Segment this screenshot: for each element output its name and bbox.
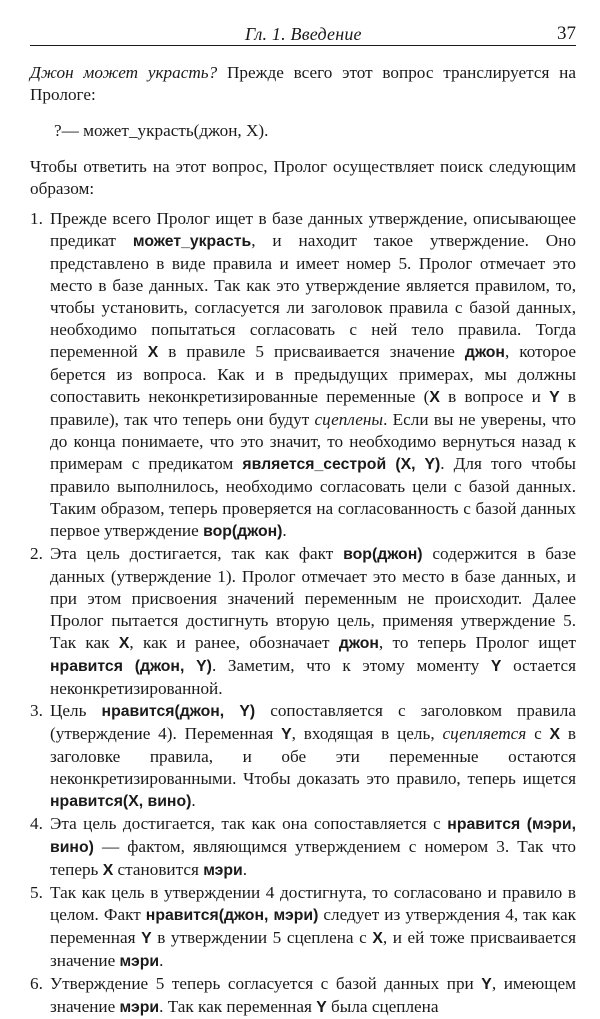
step-text: Утверждение 5 теперь согласуется с базой данных при (50, 974, 482, 993)
step-term: мэри (119, 953, 160, 970)
step-text: . (282, 521, 287, 540)
step-term: X (102, 862, 114, 879)
step-text: . (159, 951, 164, 970)
step-term: Y (549, 389, 560, 406)
list-item (30, 813, 576, 882)
step-text: . Для того чтобы правило выполнилось, необходимо согласовать цели с базой данных. Таким образом, теперь проверяется на согласованность с базой данных первое утверждение (50, 454, 576, 540)
list-item-number: 5. (30, 883, 43, 902)
step-text: остается неконкретизированной. (50, 656, 576, 698)
step-term: X (429, 389, 440, 406)
step-term: нравится(джон, Y) (101, 703, 256, 720)
step-text: в утверждении 5 сцеплена с (151, 928, 373, 947)
list-item-number: 4. (30, 814, 43, 833)
steps-list (30, 208, 576, 1019)
list-item-number: 1. (30, 209, 43, 228)
step-text: Прежде всего Пролог ищет в базе данных утверждение, описывающее предикат (50, 209, 576, 250)
step-term: джон (338, 635, 379, 652)
page-body (30, 62, 576, 1019)
step-term: Y (490, 658, 502, 675)
step-term: X (549, 726, 561, 743)
list-item (30, 208, 576, 543)
step-text: следует из утверждения 4, так как переменная (50, 905, 576, 947)
step-term: Y (481, 976, 492, 993)
step-term: мэри (203, 862, 243, 879)
step-text: Так как цель в утверждении 4 достигнута, то согласовано и правило в целом. Факт (50, 883, 576, 924)
step-term: Y (281, 726, 292, 743)
step-text: . Если вы не уверены, что до конца понимаете, что это значит, то необходимо вернуться назад к примерам с предикатом (50, 410, 576, 473)
step-term: X (118, 635, 130, 652)
running-title: Гл. 1. Введение (245, 24, 362, 44)
step-text: была сцеплена (326, 997, 439, 1016)
step-text: с (526, 724, 550, 743)
header-rule (30, 45, 576, 46)
intro-paragraph: Чтобы ответить на этот вопрос, Пролог осуществляет поиск следующим образом: (30, 157, 576, 198)
list-item (30, 543, 576, 700)
step-term: нравится (мэри, вино) (50, 816, 576, 856)
list-item (30, 700, 576, 813)
list-item-number: 6. (30, 974, 43, 993)
page-header (30, 18, 576, 46)
step-term: вор(джон) (203, 523, 283, 540)
step-term: джон (464, 344, 505, 361)
step-term: может_украсть (132, 233, 252, 250)
step-text: . (191, 791, 196, 810)
question-italic: Джон может украсть? (30, 63, 218, 82)
step-text: Цель (50, 701, 102, 720)
step-text: , как и ранее, обозначает (129, 633, 339, 652)
step-text: , и находит такое утверждение. Оно представлено в виде правила и имеет номер 5. Пролог отмечает это место в базе данных. Так как это утверждение является правилом, то, чтобы установить, согласуется ли заголовок правила с базой данных, необходимо попытаться согласовать с ней тело правила. Тогда переменной (50, 231, 577, 361)
step-term: является_сестрой (X, Y) (242, 456, 441, 473)
step-text: содержится в базе данных (утверждение 1). Пролог отмечает это место в базе данных, и при этом присвоения значений переменным не происходит. Далее Пролог пытается достигнуть вторую цель, применяя утверждение 5. Так как (50, 544, 576, 652)
step-text: — фактом, являющимся утверждением с номером 3. Так что теперь (50, 837, 576, 879)
page-number: 37 (557, 23, 576, 44)
step-text: в вопросе и (439, 387, 550, 406)
step-text: становится (113, 860, 204, 879)
list-item-number: 2. (30, 544, 43, 563)
step-emphasis: сцепляется (442, 724, 527, 743)
step-text: . (242, 860, 248, 879)
step-text: . Заметим, что к этому моменту (211, 656, 491, 675)
step-text: , и ей тоже присваивается значение (50, 928, 576, 970)
list-item (30, 973, 576, 1019)
step-text: в заголовке правила, и обе эти переменные остаются неконкретизированными. Чтобы доказать это правило, теперь ищется (50, 724, 576, 788)
step-text: Эта цель достигается, так как факт (50, 544, 344, 563)
step-term: Y (141, 930, 152, 947)
step-emphasis: сцеплены (314, 410, 384, 429)
step-term: мэри (119, 999, 160, 1016)
question-paragraph (30, 62, 576, 106)
step-term: X (147, 344, 159, 361)
step-text: , которое берется из вопроса. Как и в предыдущих примерах, мы должны сопоставить неконкретизированные переменные ( (50, 342, 577, 406)
step-text: сопоставляется с заголовком правила (утверждение 4). Переменная (50, 701, 576, 743)
list-item (30, 882, 576, 973)
step-text: . Так как переменная (159, 997, 317, 1016)
step-term: Y (316, 999, 327, 1016)
step-text: , входящая в цель, (291, 724, 443, 743)
step-term: вор(джон) (343, 546, 423, 563)
step-text: в правиле), так что теперь они будут (50, 387, 577, 429)
question-rest: Прежде всего этот вопрос транслируется на Прологе: (30, 63, 576, 104)
step-term: X (372, 930, 383, 947)
step-text: в правиле 5 присваивается значение (158, 342, 465, 361)
step-text: Эта цель достигается, так как она сопоставляется с (50, 814, 448, 833)
step-term: нравится (джон, Y) (50, 658, 212, 675)
list-item-number: 3. (30, 701, 43, 720)
step-term: нравится(X, вино) (50, 793, 192, 810)
step-term: нравится(джон, мэри) (145, 907, 319, 924)
step-text: , то теперь Пролог ищет (378, 633, 577, 652)
step-text: , имеющем значение (50, 974, 576, 1016)
prolog-query: ?— может_украсть(джон, X). (54, 121, 269, 140)
